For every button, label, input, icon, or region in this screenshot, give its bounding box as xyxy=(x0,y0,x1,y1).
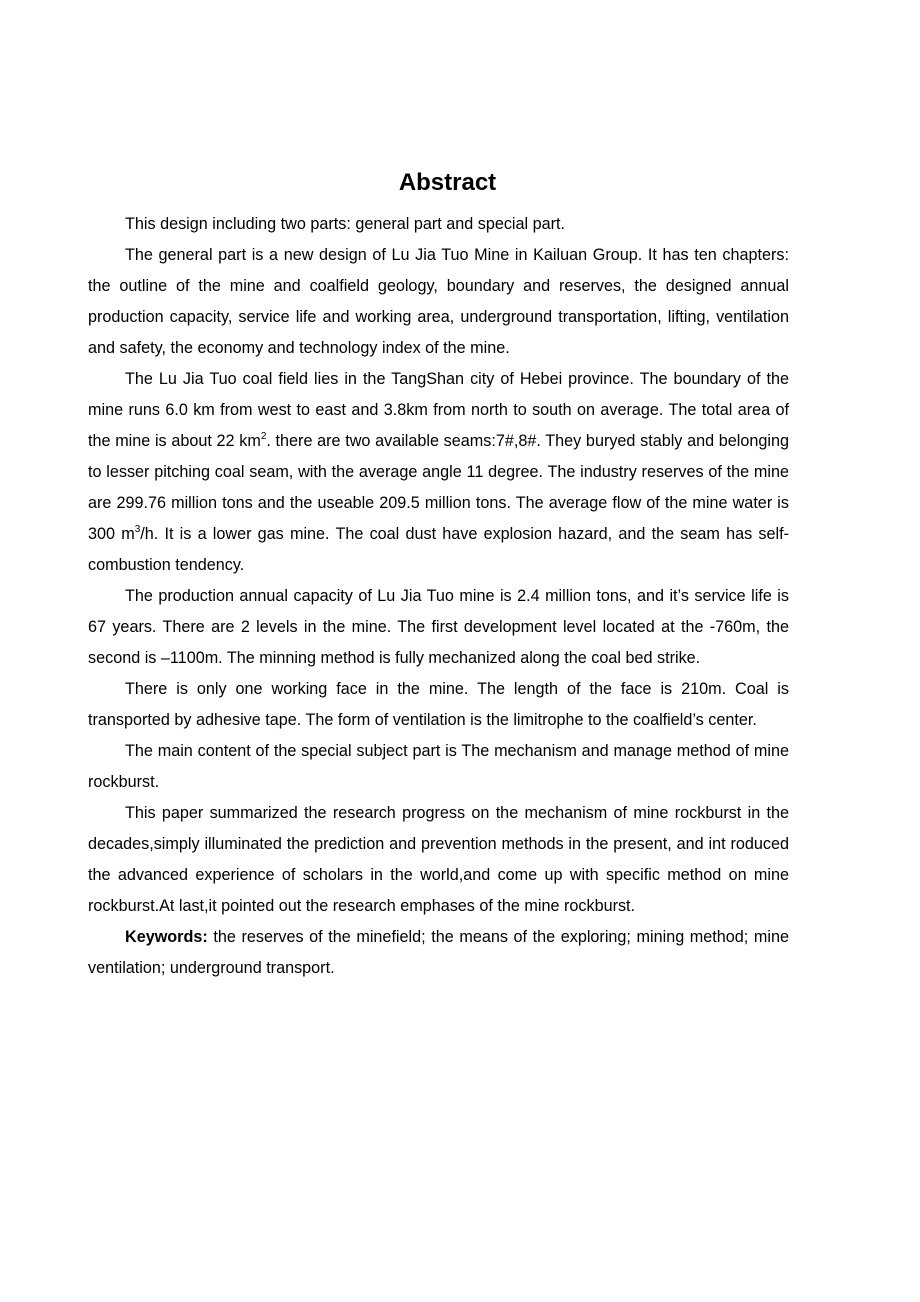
paragraph-text: . there are two available seams:7#,8#. They buryed stably and belonging to lesser pitching coal seam, with the average angle 11 degree. The industry reserves of the mine are 299.76 million tons and the useable 209.5 million tons. The average flow of the mine water is 300 m xyxy=(88,432,789,543)
abstract-body xyxy=(88,209,789,984)
paragraph-text: The Lu Jia Tuo coal field lies in the TangShan city of Hebei province. The boundary of the mine runs 6.0 km from west to east and 3.8km from north to south on average. The total area of the mine is about 22 km xyxy=(88,370,789,450)
superscript-cubic: 3 xyxy=(134,523,141,535)
paragraph-research-summary xyxy=(88,798,789,922)
paragraph-text: The production annual capacity of Lu Jia Tuo mine is 2.4 million tons, and it’s service life is 67 years. There are 2 levels in the mine. The first development level located at the -760m, the second is –1100m. The minning method is fully mechanized along the coal bed strike. xyxy=(88,587,789,667)
keywords-label: Keywords: xyxy=(125,928,208,946)
paragraph-text: This paper summarized the research progress on the mechanism of mine rockburst in the decades,simply illuminated the prediction and prevention methods in the present, and int roduced the advanced experience of scholars in the world,and come up with specific method on mine rockburst.At last,it pointed out the research emphases of the mine rockburst. xyxy=(88,804,789,915)
paragraph-general-part xyxy=(88,240,789,364)
keywords-text: the reserves of the minefield; the means of the exploring; mining method; mine ventilation; underground transport. xyxy=(88,928,789,977)
keywords-paragraph xyxy=(88,922,789,984)
paragraph-parts xyxy=(88,209,789,240)
abstract-title: Abstract xyxy=(398,169,497,196)
paragraph-text: The main content of the special subject part is The mechanism and manage method of mine rockburst. xyxy=(88,742,789,791)
paragraph-text: The general part is a new design of Lu Jia Tuo Mine in Kailuan Group. It has ten chapters: the outline of the mine and coalfield geology, boundary and reserves, the designed annual production capacity, service life and working area, underground transportation, lifting, ventilation and safety, the economy and technology index of the mine. xyxy=(88,246,789,357)
paragraph-production-capacity xyxy=(88,581,789,674)
paragraph-text: This design including two parts: general part and special part. xyxy=(125,215,566,233)
paragraph-text: /h. It is a lower gas mine. The coal dust have explosion hazard, and the seam has self-combustion tendency. xyxy=(88,525,789,574)
paragraph-coal-field xyxy=(88,364,789,581)
paragraph-special-subject xyxy=(88,736,789,798)
superscript-square: 2 xyxy=(260,430,267,442)
paragraph-working-face xyxy=(88,674,789,736)
paragraph-text: There is only one working face in the mine. The length of the face is 210m. Coal is transported by adhesive tape. The form of ventilation is the limitrophe to the coalfield’s center. xyxy=(88,680,789,729)
